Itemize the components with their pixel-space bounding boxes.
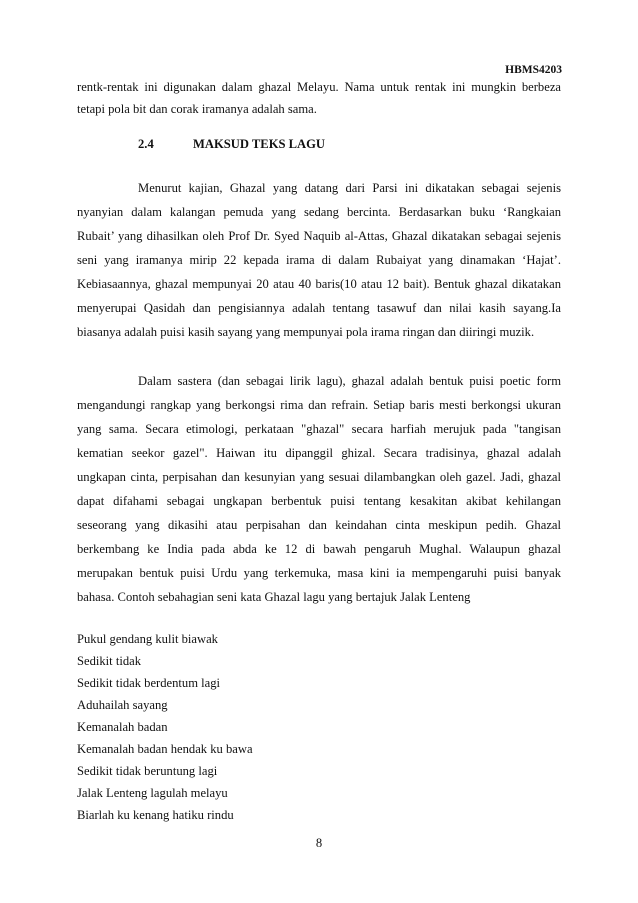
verse-line: Aduhailah sayang xyxy=(77,698,168,712)
paragraph-line: berkembang ke India pada abda ke 12 di bawah pengaruh Mughal. Walaupun ghazal xyxy=(77,542,561,556)
paragraph-line: Menurut kajian, Ghazal yang datang dari Parsi ini dikatakan sebagai sejenis xyxy=(138,181,561,195)
paragraph-line: yang sama. Secara etimologi, perkataan "ghazal" secara harfiah merujuk pada "tangisan xyxy=(77,422,561,436)
verse-line: Jalak Lenteng lagulah melayu xyxy=(77,786,228,800)
paragraph-line: biasanya adalah puisi kasih sayang yang mempunyai pola irama ringan dan diiringi muzik. xyxy=(77,325,535,339)
paragraph-line: seni yang iramanya mirip 22 kepada irama di dalam Rubaiyat yang dinamakan ‘Hajat’. xyxy=(77,253,561,267)
paragraph-line: Rubait’ yang dihasilkan oleh Prof Dr. Syed Naquib al-Attas, Ghazal dikatakan sebagai sejenis xyxy=(77,229,561,243)
continuation-line: rentk-rentak ini digunakan dalam ghazal Melayu. Nama untuk rentak ini mungkin berbeza xyxy=(77,80,561,94)
verse-line: Sedikit tidak xyxy=(77,654,142,668)
paragraph-line: merupakan bentuk puisi Urdu yang terkemuka, masa kini ia mempengaruhi puisi banyak xyxy=(77,566,561,580)
page-number: 8 xyxy=(315,836,323,850)
verse-line: Kemanalah badan hendak ku bawa xyxy=(77,742,253,756)
verse-line: Pukul gendang kulit biawak xyxy=(77,632,218,646)
paragraph-line: kematian seekor gazel". Haiwan itu dipanggil ghizal. Secara tradisinya, ghazal adalah xyxy=(77,446,561,460)
paragraph-line: bahasa. Contoh sebahagian seni kata Ghazal lagu yang bertajuk Jalak Lenteng xyxy=(77,590,471,604)
paragraph-line: ungkapan cinta, perpisahan dan kesunyian yang sesuai dilambangkan oleh gazel. Jadi, ghazal xyxy=(77,470,561,484)
paragraph-line: menyerupai Qasidah dan pengisiannya adalah tentang tasawuf dan nilai kasih sayang.Ia xyxy=(77,301,561,315)
paragraph-line: seseorang yang dikasihi atau perpisahan dan keindahan cinta meskipun pedih. Ghazal xyxy=(77,518,561,532)
paragraph-line: Kebiasaannya, ghazal mempunyai 20 atau 40 baris(10 atau 12 bait). Bentuk ghazal dikatakan xyxy=(77,277,561,291)
paragraph-line: mengandungi rangkap yang berkongsi rima dan refrain. Setiap baris mesti berkongsi ukuran xyxy=(77,398,561,412)
continuation-line: tetapi pola bit dan corak iramanya adalah sama. xyxy=(77,102,317,116)
verse-line: Kemanalah badan xyxy=(77,720,168,734)
section-number: 2.4 xyxy=(138,137,154,151)
verse-line: Biarlah ku kenang hatiku rindu xyxy=(77,808,234,822)
paragraph-line: Dalam sastera (dan sebagai lirik lagu), ghazal adalah bentuk puisi poetic form xyxy=(138,374,561,388)
course-code-header: HBMS4203 xyxy=(505,64,562,76)
verse-line: Sedikit tidak beruntung lagi xyxy=(77,764,218,778)
section-title: MAKSUD TEKS LAGU xyxy=(193,137,326,151)
paragraph-line: dapat difahami sebagai ungkapan berbentuk puisi tentang kesakitan akibat kehilangan xyxy=(77,494,561,508)
paragraph-line: nyanyian dalam kalangan pemuda yang sedang bercinta. Berdasarkan buku ‘Rangkaian xyxy=(77,205,561,219)
verse-line: Sedikit tidak berdentum lagi xyxy=(77,676,221,690)
